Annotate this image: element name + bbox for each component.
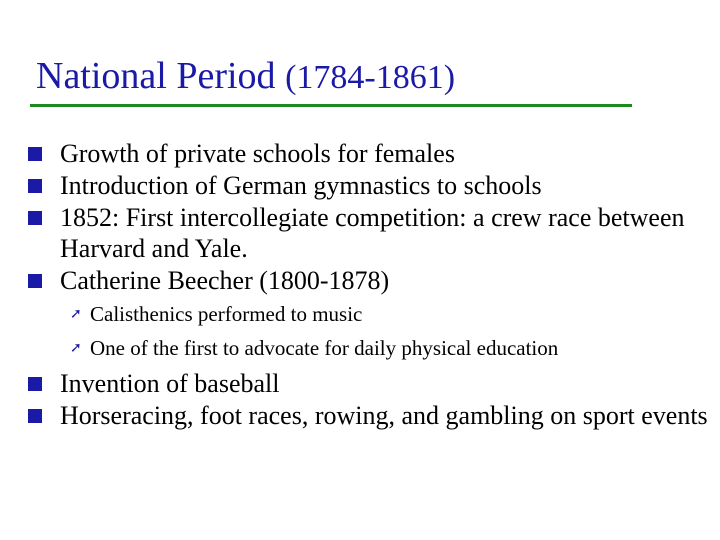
sub-bullet-text: One of the first to advocate for daily physical education bbox=[90, 336, 559, 360]
arrow-up-right-icon: ➚ bbox=[70, 340, 82, 356]
square-bullet-icon bbox=[28, 147, 42, 161]
bullet-item bbox=[22, 400, 712, 431]
title-years: (1784-1861) bbox=[285, 59, 456, 96]
title-underline bbox=[30, 104, 632, 107]
square-bullet-icon bbox=[28, 274, 42, 288]
bullet-text: 1852: First intercollegiate competition: a crew race between Harvard and Yale. bbox=[60, 203, 685, 263]
bullet-item bbox=[22, 138, 712, 169]
bullet-text: Introduction of German gymnastics to schools bbox=[60, 171, 542, 200]
sub-bullet-list bbox=[22, 297, 712, 365]
bullet-text: Invention of baseball bbox=[60, 369, 280, 398]
slide-title bbox=[36, 54, 455, 100]
bullet-item bbox=[22, 170, 712, 201]
sub-bullet-item bbox=[22, 297, 712, 331]
arrow-up-right-icon: ➚ bbox=[70, 306, 82, 322]
square-bullet-icon bbox=[28, 377, 42, 391]
sub-bullet-text: Calisthenics performed to music bbox=[90, 302, 363, 326]
bullet-item bbox=[22, 202, 712, 264]
bullet-text: Catherine Beecher (1800-1878) bbox=[60, 266, 390, 295]
bullet-text: Horseracing, foot races, rowing, and gambling on sport events bbox=[60, 401, 708, 430]
bullet-text: Growth of private schools for females bbox=[60, 139, 455, 168]
square-bullet-icon bbox=[28, 211, 42, 225]
square-bullet-icon bbox=[28, 409, 42, 423]
bullet-item bbox=[22, 368, 712, 399]
bullet-item bbox=[22, 265, 712, 296]
bullet-list bbox=[22, 138, 712, 432]
sub-bullet-item bbox=[22, 331, 712, 365]
title-text: National Period bbox=[36, 55, 276, 97]
square-bullet-icon bbox=[28, 179, 42, 193]
